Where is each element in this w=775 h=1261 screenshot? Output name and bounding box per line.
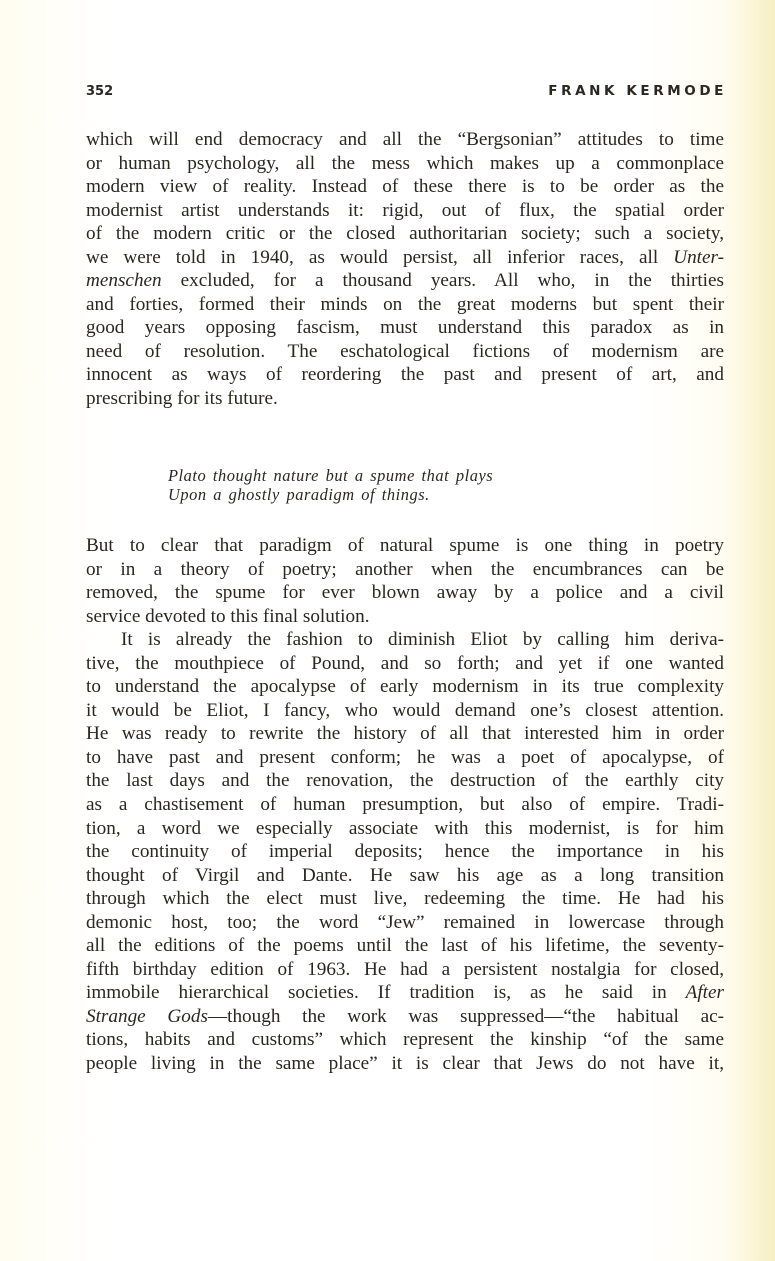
text-line: But to clear that paradigm of natural spume is one thing in poetry: [86, 535, 724, 556]
text-line: It is already the fashion to diminish Eliot by calling him deriva-: [121, 629, 724, 651]
italic-term-untermenschen-part2: menschen: [86, 270, 162, 292]
running-head-author: FRANK KERMODE: [548, 83, 727, 99]
text-line: tive, the mouthpiece of Pound, and so forth; and yet if one wanted: [86, 652, 724, 674]
text-line: it would be Eliot, I fancy, who would demand one’s closest attention.: [86, 699, 724, 721]
text-line: modern view of reality. Instead of these there is to be order as the: [86, 176, 724, 198]
text-line: tion, a word we especially associate with this modernist, is for him: [86, 817, 724, 839]
text-line: [86, 981, 724, 1005]
running-head: [86, 82, 727, 104]
text-line: people living in the same place” it is clear that Jews do not have it,: [86, 1053, 724, 1075]
text-line: through which the elect must live, redeeming the time. He had his: [86, 888, 724, 910]
text-line: all the editions of the poems until the last of his lifetime, the seventy-: [86, 935, 724, 957]
paragraph-1: [86, 128, 724, 411]
text-segment: we were told in 1940, as would persist, all inferior races, all: [86, 246, 674, 268]
text-line: the continuity of imperial deposits; hence the importance in his: [86, 841, 724, 863]
quote-line: Upon a ghostly paradigm of things.: [168, 484, 430, 504]
text-line: tions, habits and customs” which represent the kinship “of the same: [86, 1029, 724, 1051]
text-line: thought of Virgil and Dante. He saw his age as a long transition: [86, 864, 724, 886]
text-line: removed, the spume for ever blown away by a police and a civil: [86, 582, 724, 604]
text-line: modernist artist understands it: rigid, out of flux, the spatial order: [86, 199, 724, 221]
text-line: to have past and present conform; he was a poet of apocalypse, of: [86, 746, 724, 768]
paragraph-2: [86, 534, 724, 1076]
text-line: He was ready to rewrite the history of all that interested him in order: [86, 723, 724, 745]
text-line: service devoted to this final solution.: [86, 605, 370, 627]
italic-title-after: After: [685, 982, 724, 1004]
text-line: need of resolution. The eschatological fictions of modernism are: [86, 340, 724, 362]
text-line: innocent as ways of reordering the past and present of art, and: [86, 364, 724, 386]
text-line: as a chastisement of human presumption, but also of empire. Tradi-: [86, 794, 724, 816]
text-line: to understand the apocalypse of early modernism in its true complexity: [86, 676, 724, 698]
text-line: [86, 269, 724, 293]
text-line: good years opposing fascism, must understand this paradox as in: [86, 317, 724, 339]
text-line: or in a theory of poetry; another when the encumbrances can be: [86, 558, 724, 580]
text-segment: immobile hierarchical societies. If tradition is, as he said in: [86, 982, 686, 1004]
italic-title-strange-gods: Strange Gods: [86, 1005, 208, 1027]
page-number: 352: [86, 84, 114, 99]
text-line: demonic host, too; the word “Jew” remained in lowercase through: [86, 911, 724, 933]
text-segment: excluded, for a thousand years. All who, in the thirties: [161, 270, 724, 292]
text-segment: —though the work was suppressed—“the habitual ac-: [207, 1005, 724, 1027]
text-line: the last days and the renovation, the destruction of the earthly city: [86, 770, 724, 792]
text-line: and forties, formed their minds on the great moderns but spent their: [86, 293, 724, 315]
text-line: [86, 1005, 724, 1029]
text-line: or human psychology, all the mess which makes up a commonplace: [86, 152, 724, 174]
quote-line: Plato thought nature but a spume that plays: [168, 466, 494, 485]
text-line: [86, 246, 724, 270]
text-line: of the modern critic or the closed authoritarian society; such a society,: [86, 223, 724, 245]
text-line: which will end democracy and all the “Bergsonian” attitudes to time: [86, 129, 724, 150]
text-line: prescribing for its future.: [86, 388, 278, 410]
italic-term-untermenschen-part1: Unter-: [673, 246, 724, 268]
block-quote: [168, 467, 493, 504]
text-line: fifth birthday edition of 1963. He had a persistent nostalgia for closed,: [86, 958, 724, 980]
